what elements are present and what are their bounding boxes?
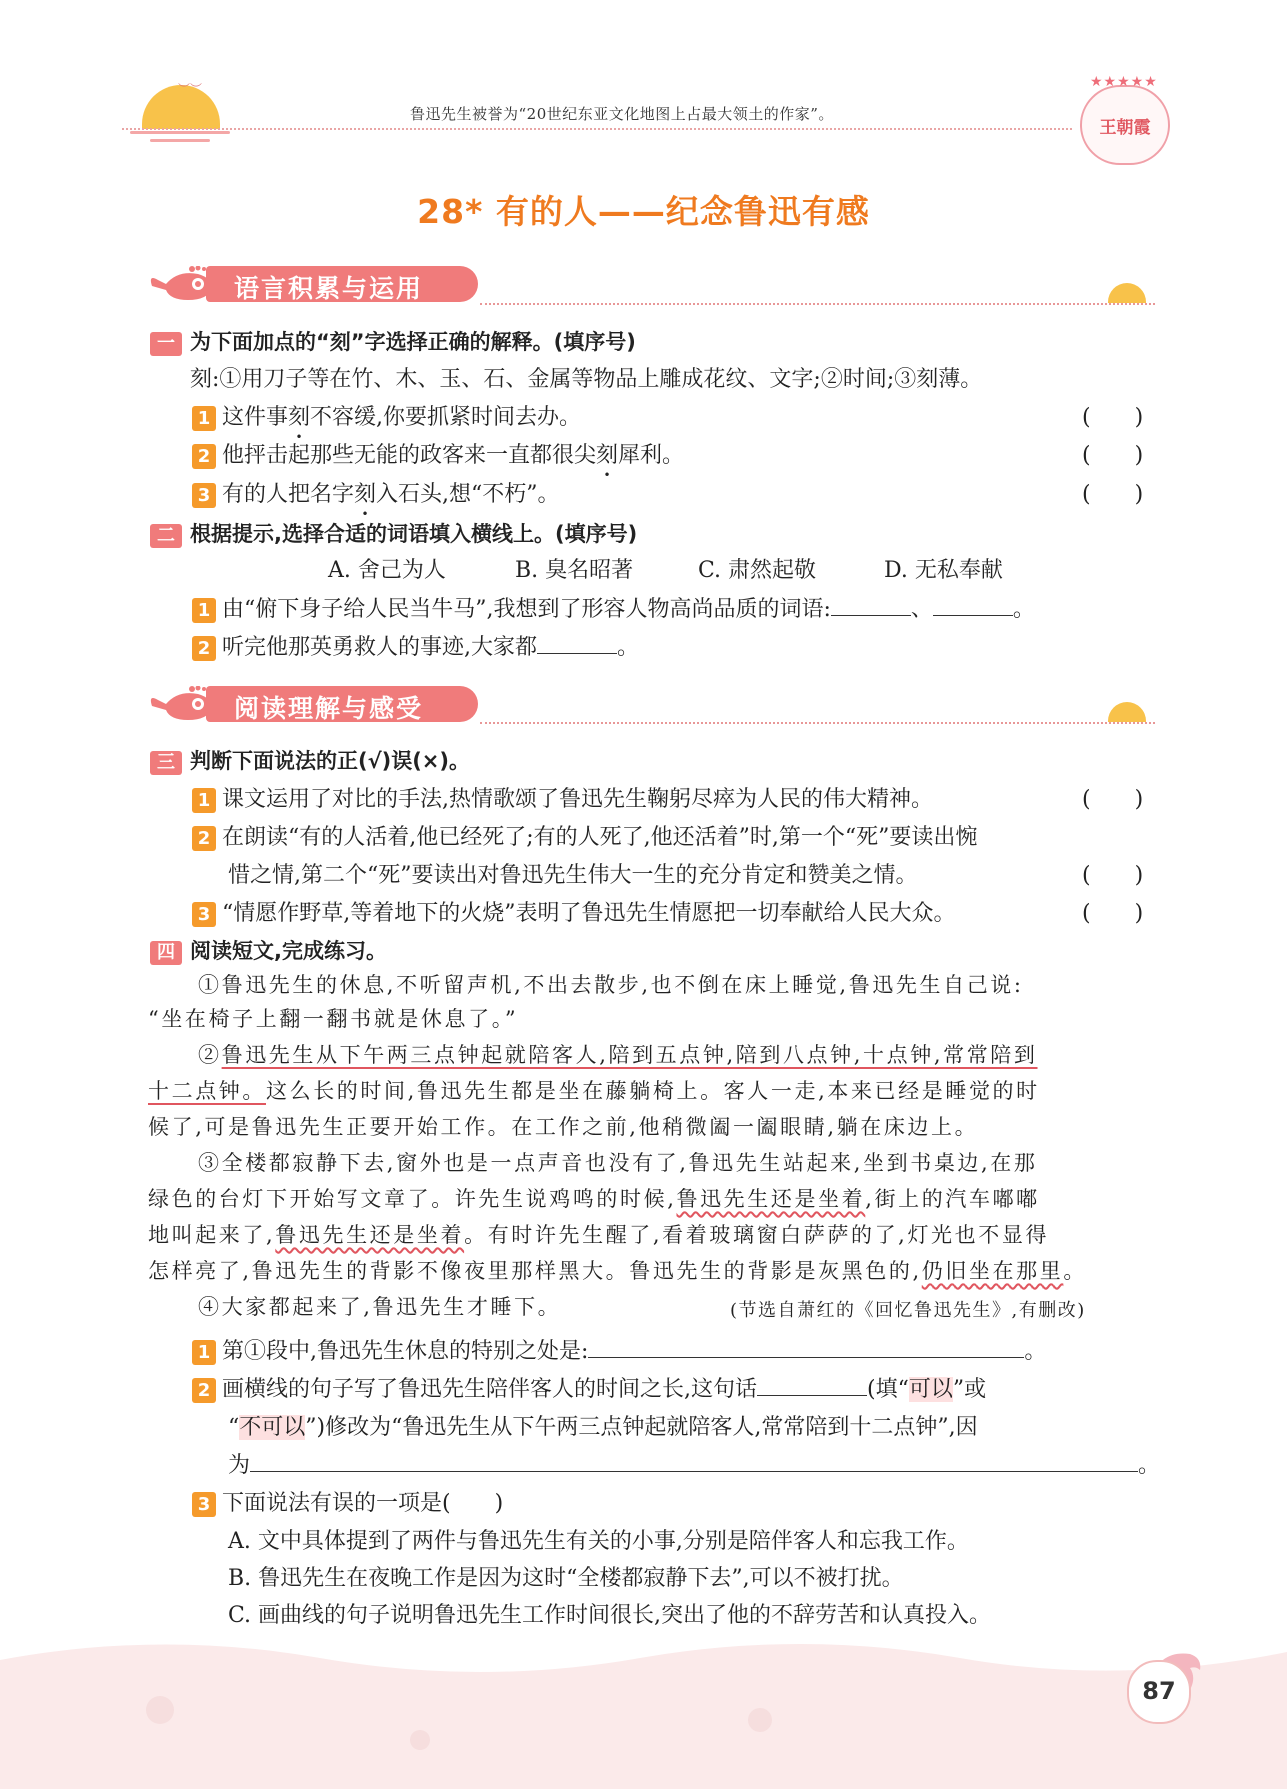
question-prompt: 为下面加点的“刻”字选择正确的解释。(填序号) [190,330,636,354]
q4-sub-2-line1 [192,1372,986,1403]
answer-parentheses[interactable]: ( ) [1082,443,1144,468]
badge-stars-icon: ★★★★★ [1090,74,1158,90]
question-3-header [150,745,470,775]
passage-p2-line2 [148,1076,1040,1108]
item-text: 犀利。 [618,443,685,468]
item-text: ”)修改为“鲁迅先生从下午两三点钟起就陪客人,常常陪到十二点钟”,因 [305,1415,978,1440]
section-banner-language [148,260,488,308]
end-mark: 。 [1138,1453,1161,1478]
item-number: 1 [192,406,216,431]
item-text: “ [228,1415,240,1440]
passage-p3-line4 [148,1256,1087,1288]
item-text: (填“ [867,1377,909,1402]
passage-text: 这么长的时间,鲁迅先生都是坐在藤躺椅上。客人一走,本来已经是睡觉的时 [266,1079,1040,1103]
passage-p2-line3: 候了,可是鲁迅先生正要开始工作。在工作之前,他稍微阖一阖眼睛,躺在床边上。 [148,1115,979,1139]
section-banner-reading [148,680,488,728]
question-prompt: 根据提示,选择合适的词语填入横线上。(填序号) [190,522,638,546]
item-number: 2 [192,1378,216,1403]
section-divider [480,303,1155,305]
question-number-badge: 二 [150,524,182,548]
answer-parentheses[interactable]: ( ) [1082,863,1144,888]
item-text: 这件事 [222,405,289,430]
passage-p3-line3 [148,1220,1049,1252]
passage-p4: ④大家都起来了,鲁迅先生才睡下。 [198,1295,562,1319]
q2-item-2 [192,630,639,661]
bird-icon: ︶︶ [178,82,203,96]
option-a: A. 舍己为人 [328,558,446,583]
passage-text: 。 [1063,1259,1087,1283]
item-number: 1 [192,598,216,623]
item-number: 3 [192,902,216,927]
answer-parentheses[interactable]: ( ) [1082,405,1144,430]
header-quote: 鲁迅先生被誉为“20世纪东亚文化地图上占最大领土的作家”。 [410,105,834,123]
item-number: 3 [192,483,216,508]
question-number-badge: 四 [150,941,182,965]
item-text: 课文运用了对比的手法,热情歌颂了鲁迅先生鞠躬尽瘁为人民的伟大精神。 [222,787,933,812]
item-text: 由“俯下身子给人民当牛马”,我想到了形容人物高尚品质的词语: [222,597,831,622]
option-c: C. 肃然起敬 [698,558,817,583]
q4-sub-2-line2 [228,1410,978,1441]
q4-sub-3 [192,1486,503,1517]
passage-p2-line1 [198,1040,1038,1072]
fill-blank[interactable] [757,1375,867,1396]
question-prompt: 判断下面说法的正(√)误(×)。 [190,749,470,773]
choice-a[interactable]: A. 文中具体提到了两件与鲁迅先生有关的小事,分别是陪伴客人和忘我工作。 [228,1529,969,1554]
item-text: 画横线的句子写了鲁迅先生陪伴客人的时间之长,这句话 [222,1377,757,1402]
whale-icon [148,686,214,722]
highlighted-option: 不可以 [239,1415,306,1440]
fill-blank[interactable] [831,595,911,616]
passage-text: 绿色的台灯下开始写文章了。许先生说鸡鸣的时候, [148,1187,677,1211]
item-number: 1 [192,1340,216,1365]
passage-text: ,街上的汽车嘟嘟 [865,1187,1040,1211]
passage-p1-line1: ①鲁迅先生的休息,不听留声机,不出去散步,也不倒在床上睡觉,鲁迅先生自己说: [198,973,1024,997]
item-number: 3 [192,1492,216,1517]
q2-item-1 [192,592,1035,623]
option-d: D. 无私奉献 [884,558,1003,583]
end-mark: 。 [1012,597,1035,622]
question-4-header [150,935,387,965]
fill-blank[interactable] [537,633,617,654]
dotted-char: 刻 [596,443,619,468]
answer-parentheses[interactable]: ( ) [1082,787,1144,812]
item-number: 2 [192,636,216,661]
mini-sun-icon [1108,702,1146,722]
option-b: B. 臭名昭著 [515,558,634,583]
section-title: 语言积累与运用 [234,274,424,303]
separator: 、 [910,597,933,622]
underlined-sentence: 十二点钟。 [148,1079,266,1103]
choice-c[interactable]: C. 画曲线的句子说明鲁迅先生工作时间很长,突出了他的不辞劳苦和认真投入。 [228,1603,992,1628]
brand-logo-text: 王朝霞 [1099,118,1151,138]
item-text: 不容缓,你要抓紧时间去办。 [310,405,582,430]
item-text: 有的人把名字 [222,482,355,507]
item-text: 他抨击起那些无能的政客来一直都很尖 [222,443,597,468]
question-number-badge: 三 [150,751,182,775]
paragraph-marker: ② [198,1043,222,1067]
page-number: 87 [1127,1660,1191,1724]
item-text: 在朗读“有的人活着,他已经死了;有的人死了,他还活着”时,第一个“死”要读出惋 [222,825,978,850]
question-2-header [150,518,637,548]
section-divider [480,722,1155,724]
item-number: 1 [192,788,216,813]
question-prompt: 阅读短文,完成练习。 [190,939,387,963]
passage-source: (节选自萧红的《回忆鲁迅先生》,有删改) [730,1300,1086,1321]
sun-reflection-line [150,139,210,142]
passage-p3-line2 [148,1184,1040,1216]
question-1-header [150,326,636,356]
passage-p1-line2: “坐在椅子上翻一翻书就是休息了。” [148,1007,519,1031]
question-number-badge: 一 [150,332,182,356]
item-number: 2 [192,826,216,851]
passage-text: 地叫起来了, [148,1223,276,1247]
whale-icon [148,266,214,302]
page-title: 28* 有的人——纪念鲁迅有感 [417,192,870,231]
q1-item-1 [192,400,581,431]
item-text: 听完他那英勇救人的事迹,大家都 [222,635,537,660]
item-text: 下面说法有误的一项是( ) [222,1491,504,1516]
passage-text: 怎样亮了,鲁迅先生的背影不像夜里那样黑大。鲁迅先生的背影是灰黑色的, [148,1259,922,1283]
dotted-char: 刻 [354,482,377,507]
end-mark: 。 [617,635,640,660]
end-mark: 。 [1024,1339,1047,1364]
item-text: 第①段中,鲁迅先生休息的特别之处是: [222,1339,589,1364]
q3-item-2-cont: 惜之情,第二个“死”要读出对鲁迅先生伟大一生的充分肯定和赞美之情。 [228,863,918,888]
fill-blank[interactable] [933,595,1013,616]
q3-item-3 [192,896,956,927]
q1-item-2 [192,438,684,469]
item-text: 为 [228,1453,251,1478]
q4-sub-2-line3 [228,1448,1160,1479]
item-text: “情愿作野草,等着地下的火烧”表明了鲁迅先生情愿把一切奉献给人民大众。 [222,901,956,926]
sun-reflection-line [130,131,230,134]
fill-blank[interactable] [250,1451,1138,1472]
mini-sun-icon [1108,283,1146,303]
q4-sub-1 [192,1334,1046,1365]
highlighted-option: 可以 [908,1377,953,1402]
q1-item-3 [192,477,560,508]
header-divider [122,128,1072,130]
bottom-wave-decoration [0,1630,1287,1789]
underlined-sentence: 鲁迅先生从下午两三点钟起就陪客人,陪到五点钟,陪到八点钟,十点钟,常常陪到 [221,1043,1038,1067]
wavy-underlined-text: 鲁迅先生还是坐着 [275,1223,465,1247]
q3-item-1 [192,782,933,813]
answer-parentheses[interactable]: ( ) [1082,482,1144,507]
fill-blank[interactable] [588,1337,1024,1358]
passage-p3-line1: ③全楼都寂静下去,窗外也是一点声音也没有了,鲁迅先生站起来,坐到书桌边,在那 [198,1151,1038,1175]
choice-b[interactable]: B. 鲁迅先生在夜晚工作是因为这时“全楼都寂静下去”,可以不被打扰。 [228,1566,904,1591]
wavy-underlined-text: 仍旧坐在那里 [921,1259,1064,1283]
item-number: 2 [192,444,216,469]
q3-item-2 [192,820,977,851]
definition-line: 刻:①用刀子等在竹、木、玉、石、金属等物品上雕成花纹、文字;②时间;③刻薄。 [190,367,983,392]
item-text: ”或 [952,1377,987,1402]
item-text: 入石头,想“不朽”。 [376,482,560,507]
section-title: 阅读理解与感受 [234,694,424,723]
wavy-underlined-text: 鲁迅先生还是坐着 [676,1187,866,1211]
answer-parentheses[interactable]: ( ) [1082,901,1144,926]
passage-text: 。有时许先生醒了,看着玻璃窗白萨萨的了,灯光也不显得 [464,1223,1050,1247]
dotted-char: 刻 [288,405,311,430]
